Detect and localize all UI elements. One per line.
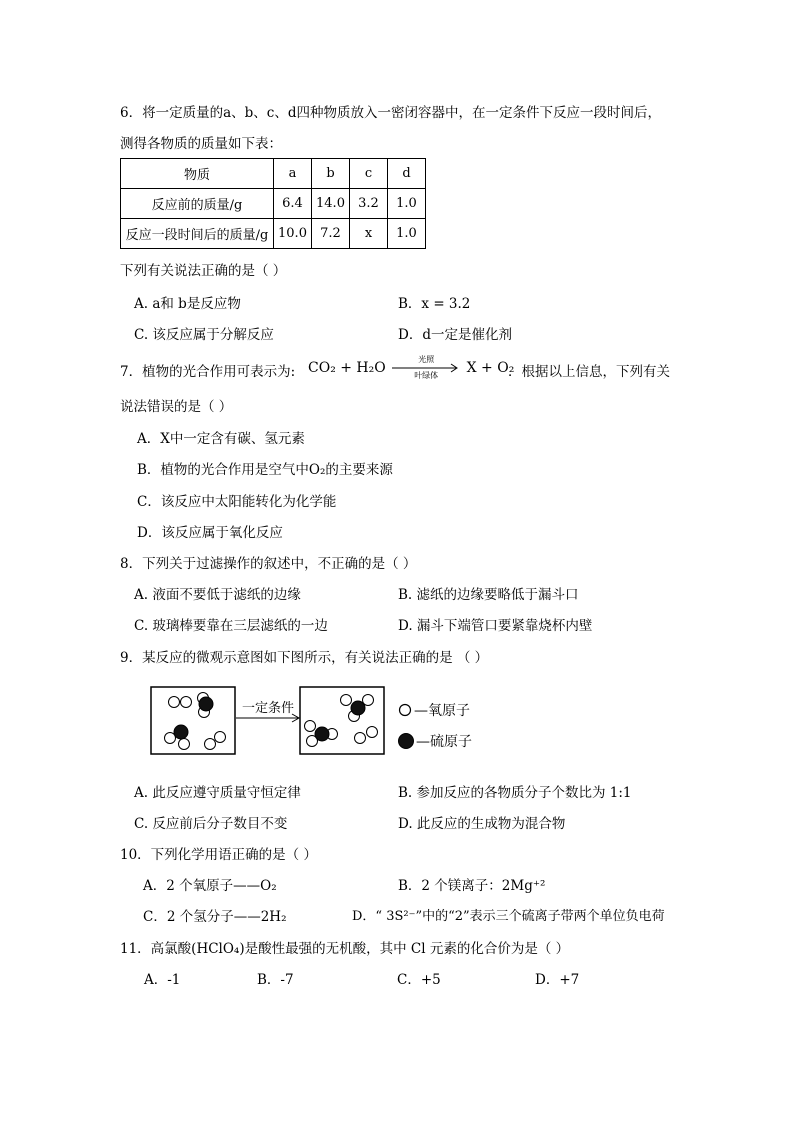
q7-option-d: D．该反应属于氧化反应 [137,525,283,541]
q7-equation [308,355,515,380]
q11-option-b: B．-7 [257,972,294,988]
q6-option-a: A. a和 b是反应物 [134,296,241,312]
table-header-cell: a [274,159,312,189]
q6-option-c: C. 该反应属于分解反应 [134,327,274,343]
q8-option-c: C. 玻璃棒要靠在三层滤纸的一边 [134,618,328,634]
legend-sulfur: —硫原子 [416,734,472,750]
q6-question: 下列有关说法正确的是（ ） [120,263,287,279]
q11-option-c: C．+5 [397,972,441,988]
q7-stem-suffix: ．根据以上信息，下列有关 [508,364,670,380]
q10-stem: 10．下列化学用语正确的是（ ） [120,847,317,863]
q7-eq-arrow [390,355,462,380]
q9-option-b: B. 参加反应的各物质分子个数比为 1:1 [398,785,632,801]
table-cell: 反应一段时间后的质量/g [121,219,274,249]
q9-option-c: C. 反应前后分子数目不变 [134,816,288,832]
q11-stem: 11．高氯酸(HClO₄)是酸性最强的无机酸，其中 Cl 元素的化合价为是（ ） [120,941,570,957]
table-cell: 10.0 [274,219,312,249]
q7-eq-right: X + O₂ [466,360,515,376]
q7-stem-prefix: 7．植物的光合作用可表示为: [120,364,296,380]
q9-condition: 一定条件 [242,701,295,716]
q7-eq-arrow-top: 光照 [418,355,435,364]
oxygen-molecule [205,732,226,750]
q7-eq-arrow-bottom: 叶绿体 [414,371,439,380]
table-cell: 1.0 [388,189,426,219]
q7-option-c: C．该反应中太阳能转化为化学能 [137,494,337,510]
table-cell: 7.2 [312,219,350,249]
q6-mass-table [120,158,426,249]
table-cell: x [350,219,388,249]
oxygen-molecule [355,727,378,744]
table-header-cell: b [312,159,350,189]
q11-option-d: D．+7 [535,972,580,988]
oxygen-molecule [169,697,192,708]
q10-option-a: A．2 个氧原子——O₂ [143,878,277,894]
q7-stem-line2: 说法错误的是（ ） [120,399,233,415]
table-header-cell: 物质 [121,159,274,189]
q11-option-a: A．-1 [144,972,181,988]
table-cell: 1.0 [388,219,426,249]
table-row [121,159,426,189]
q6-option-d: D．d一定是催化剂 [398,327,512,343]
q10-option-d: D．“ 3S²⁻”中的“2”表示三个硫离子带两个单位负电荷 [352,909,665,924]
q9-stem: 9．某反应的微观示意图如下图所示，有关说法正确的是 （ ） [120,650,489,666]
q6-stem-line1: 6．将一定质量的a、b、c、d四种物质放入一密闭容器中，在一定条件下反应一段时间后， [120,105,661,121]
q8-option-b: B. 滤纸的边缘要略低于漏斗口 [398,587,579,603]
table-cell: 3.2 [350,189,388,219]
so3-molecule [341,695,374,722]
table-cell: 14.0 [312,189,350,219]
oxygen-atom-icon [400,705,411,716]
table-cell: 6.4 [274,189,312,219]
q9-option-a: A. 此反应遵守质量守恒定律 [134,785,301,801]
q7-option-a: A．X中一定含有碳、氢元素 [137,431,305,447]
sulfur-atom-icon [399,734,414,749]
q10-option-c: C．2 个氢分子——2H₂ [143,909,287,925]
table-row [121,219,426,249]
table-header-cell: c [350,159,388,189]
q8-option-a: A. 液面不要低于滤纸的边缘 [134,587,301,603]
so2-molecule [165,725,190,750]
table-header-cell: d [388,159,426,189]
q8-stem: 8．下列关于过滤操作的叙述中，不正确的是（ ） [120,556,417,572]
q7-option-b: B．植物的光合作用是空气中O₂的主要来源 [137,462,393,478]
q8-option-d: D. 漏斗下端管口要紧靠烧杯内壁 [398,618,593,634]
table-row [121,189,426,219]
q6-option-b: B．x = 3.2 [398,296,471,312]
q9-reaction-diagram [150,686,490,766]
so2-molecule [198,693,214,718]
so3-molecule [305,721,338,747]
q6-stem-line2: 测得各物质的质量如下表： [120,136,282,152]
legend-oxygen: —氧原子 [414,703,470,719]
reactant-box [151,687,235,754]
q7-eq-left: CO₂ + H₂O [308,360,386,376]
q9-option-d: D. 此反应的生成物为混合物 [398,816,566,832]
q10-option-b: B．2 个镁离子：2Mg⁺² [398,878,546,894]
table-cell: 反应前的质量/g [121,189,274,219]
